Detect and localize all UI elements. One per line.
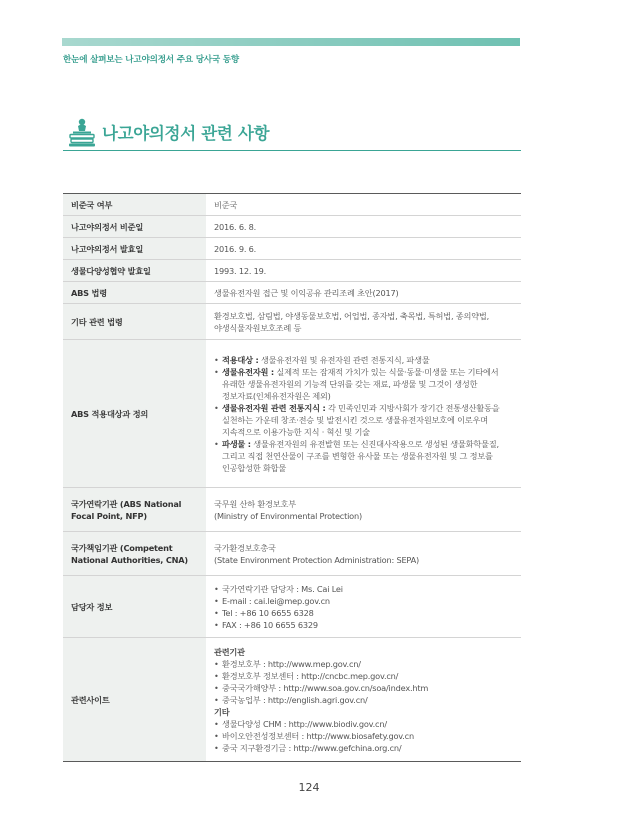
- row-value: 2016. 9. 6.: [206, 238, 521, 260]
- row-label: 생물다양성협약 발효일: [63, 260, 206, 282]
- title-divider: [63, 150, 521, 151]
- definition-text: 실천하는 가운데 창조·전승 및 발전시킨 것으로 생물유전자원보호에 이로우며: [222, 414, 488, 425]
- row-value: [206, 532, 521, 576]
- table-row: [63, 238, 521, 260]
- row-value: [206, 576, 521, 638]
- site-link[interactable]: 생물다양성 CHM : http://www.biodiv.gov.cn/: [222, 718, 387, 729]
- list-item: • 중국농업부 : http://english.agri.gov.cn/: [214, 694, 515, 706]
- list-item: • 중국 지구환경기금 : http://www.gefchina.org.cn/: [214, 742, 515, 754]
- table-row: [63, 532, 521, 576]
- label-line: Authorities, CNA): [110, 554, 188, 565]
- value-line: 환경보호법, 삼림법, 야생동물보호법, 어업법, 종자법, 축목법, 특허법, 종의약법,: [214, 310, 490, 321]
- row-value: [206, 638, 521, 762]
- group-title: 기타: [214, 706, 230, 717]
- row-label: ABS 법령: [63, 282, 206, 304]
- row-value: [206, 340, 521, 488]
- row-label: 기타 관련 법령: [63, 304, 206, 340]
- site-link[interactable]: 중국 지구환경기금 : http://www.gefchina.org.cn/: [222, 742, 402, 753]
- running-header: 한눈에 살펴보는 나고야의정서 주요 당사국 동향: [63, 55, 239, 65]
- site-link[interactable]: 중국국가해양부 : http://www.soa.gov.cn/soa/index.htm: [222, 682, 429, 693]
- site-link[interactable]: 중국농업부 : http://english.agri.gov.cn/: [222, 694, 368, 705]
- row-value: 1993. 12. 19.: [206, 260, 521, 282]
- list-item: • 생물다양성 CHM : http://www.biodiv.gov.cn/: [214, 718, 515, 730]
- section-heading: [68, 117, 269, 147]
- list-item: • E-mail : cai.lei@mep.gov.cn: [214, 595, 515, 607]
- definition-text: 인공합성한 화합물: [222, 462, 287, 473]
- value-line: (Ministry of Environmental Protection): [214, 510, 362, 521]
- definition-text: 정보자료(인체유전자원은 제외): [222, 390, 331, 401]
- definition-text: 생물유전자원 및 유전자원 관련 전통지식, 파생물: [258, 354, 430, 365]
- contact-line: FAX : +86 10 6655 6329: [222, 619, 318, 630]
- value-line: 야생식물자원보호조례 등: [214, 322, 302, 333]
- value-line: (State Environment Protection Administration: SEPA): [214, 554, 420, 565]
- site-link[interactable]: 환경보호부 : http://www.mep.gov.cn/: [222, 658, 361, 669]
- site-link[interactable]: 바이오안전성정보센터 : http://www.biosafety.gov.cn: [222, 730, 414, 741]
- group-title: 관련기관: [214, 646, 245, 657]
- row-value: 2016. 6. 8.: [206, 216, 521, 238]
- row-value: 비준국: [206, 194, 521, 216]
- table-row: [63, 260, 521, 282]
- row-value: [206, 304, 521, 340]
- row-label: 나고야의정서 비준일: [63, 216, 206, 238]
- label-line: (ABS National Focal Point,: [71, 498, 182, 521]
- list-item: • 적용대상 : 생물유전자원 및 유전자원 관련 전통지식, 파생물: [214, 354, 430, 365]
- contact-line: E-mail : cai.lei@mep.gov.cn: [222, 595, 330, 606]
- definition-text: 유래한 생물유전자원의 기능적 단위를 갖는 재료, 파생물 및 그것이 생성한: [222, 378, 478, 389]
- table-row: [63, 576, 521, 638]
- row-label: [63, 532, 206, 576]
- definition-term: 생물유전자원 관련 전통지식 :: [222, 402, 326, 413]
- definition-term: 적용대상 :: [222, 354, 259, 365]
- definition-text: 실제적 또는 잠재적 가치가 있는 식물·동물·미생물 또는 기타에서: [273, 366, 499, 377]
- row-value: [206, 488, 521, 532]
- row-label: ABS 적용대상과 정의: [63, 340, 206, 488]
- info-table: [63, 193, 521, 762]
- row-label: [63, 488, 206, 532]
- definition-term: 파생물 :: [222, 438, 251, 449]
- value-line: 국가환경보호총국: [214, 542, 276, 553]
- site-link[interactable]: 환경보호부 정보센터 : http://cncbc.mep.gov.cn/: [222, 670, 399, 681]
- list-item: • 생물유전자원 : 실제적 또는 잠재적 가치가 있는 식물·동물·미생물 또는 기타에서 유래한 생물유전자원의 기능적 단위를 갖는 재료, 파생물 및 그것이 생성한 정보자료(인체유전자원은 제외): [214, 366, 515, 402]
- label-line: NFP): [125, 510, 147, 521]
- definition-term: 생물유전자원 :: [222, 366, 274, 377]
- row-label: 나고야의정서 발효일: [63, 238, 206, 260]
- row-label: 담당자 정보: [63, 576, 206, 638]
- table-row: [63, 488, 521, 532]
- definition-text: 각 민족인민과 지방사회가 장기간 전통생산활동을: [325, 402, 500, 413]
- definition-text: 그리고 직접 천연산물이 구조를 변형한 유사물 또는 생물유전자원 및 그 정보를: [222, 450, 493, 461]
- label-line: 국가책임기관: [71, 542, 118, 553]
- list-item: • FAX : +86 10 6655 6329: [214, 619, 515, 631]
- table-row: [63, 304, 521, 340]
- list-item: • 바이오안전성정보센터 : http://www.biosafety.gov.cn: [214, 730, 515, 742]
- list-item: • 파생물 : 생물유전자원의 유전발현 또는 신진대사작용으로 생성된 생물화학물질, 그리고 직접 천연산물이 구조를 변형한 유사물 또는 생물유전자원 및 그 정보를 인공합성한 화합물: [214, 438, 515, 474]
- list-item: • 환경보호부 정보센터 : http://cncbc.mep.gov.cn/: [214, 670, 515, 682]
- book-stack-icon: [68, 117, 96, 147]
- table-row: [63, 638, 521, 762]
- row-label: 관련사이트: [63, 638, 206, 762]
- definition-text: 생물유전자원의 유전발현 또는 신진대사작용으로 생성된 생물화학물질,: [250, 438, 499, 449]
- value-line: 국무원 산하 환경보호부: [214, 498, 296, 509]
- table-row: [63, 216, 521, 238]
- row-label: 비준국 여부: [63, 194, 206, 216]
- table-row: [63, 340, 521, 488]
- list-item: • 중국국가해양부 : http://www.soa.gov.cn/soa/index.htm: [214, 682, 515, 694]
- row-value: 생물유전자원 접근 및 이익공유 관리조례 초안(2017): [206, 282, 521, 304]
- table-row: [63, 194, 521, 216]
- definition-text: 지속적으로 이용가능한 지식 · 혁신 및 기술: [222, 426, 370, 437]
- contact-line: Tel : +86 10 6655 6328: [222, 607, 314, 618]
- label-line: 국가연락기관: [71, 498, 118, 509]
- list-item: • Tel : +86 10 6655 6328: [214, 607, 515, 619]
- list-item: • 환경보호부 : http://www.mep.gov.cn/: [214, 658, 515, 670]
- section-title: 나고야의정서 관련 사항: [102, 124, 270, 143]
- label-line: (Competent National: [71, 542, 173, 565]
- table-row: [63, 282, 521, 304]
- list-item: • 생물유전자원 관련 전통지식 : 각 민족인민과 지방사회가 장기간 전통생산활동을 실천하는 가운데 창조·전승 및 발전시킨 것으로 생물유전자원보호에 이로우며 지속적으로 이용가능한 지식 · 혁신 및 기술: [214, 402, 515, 438]
- header-color-bar: [62, 38, 520, 46]
- contact-line: 국가연락기관 담당자 : Ms. Cai Lei: [222, 583, 343, 594]
- page-number: 124: [298, 781, 320, 794]
- list-item: • 국가연락기관 담당자 : Ms. Cai Lei: [214, 583, 515, 595]
